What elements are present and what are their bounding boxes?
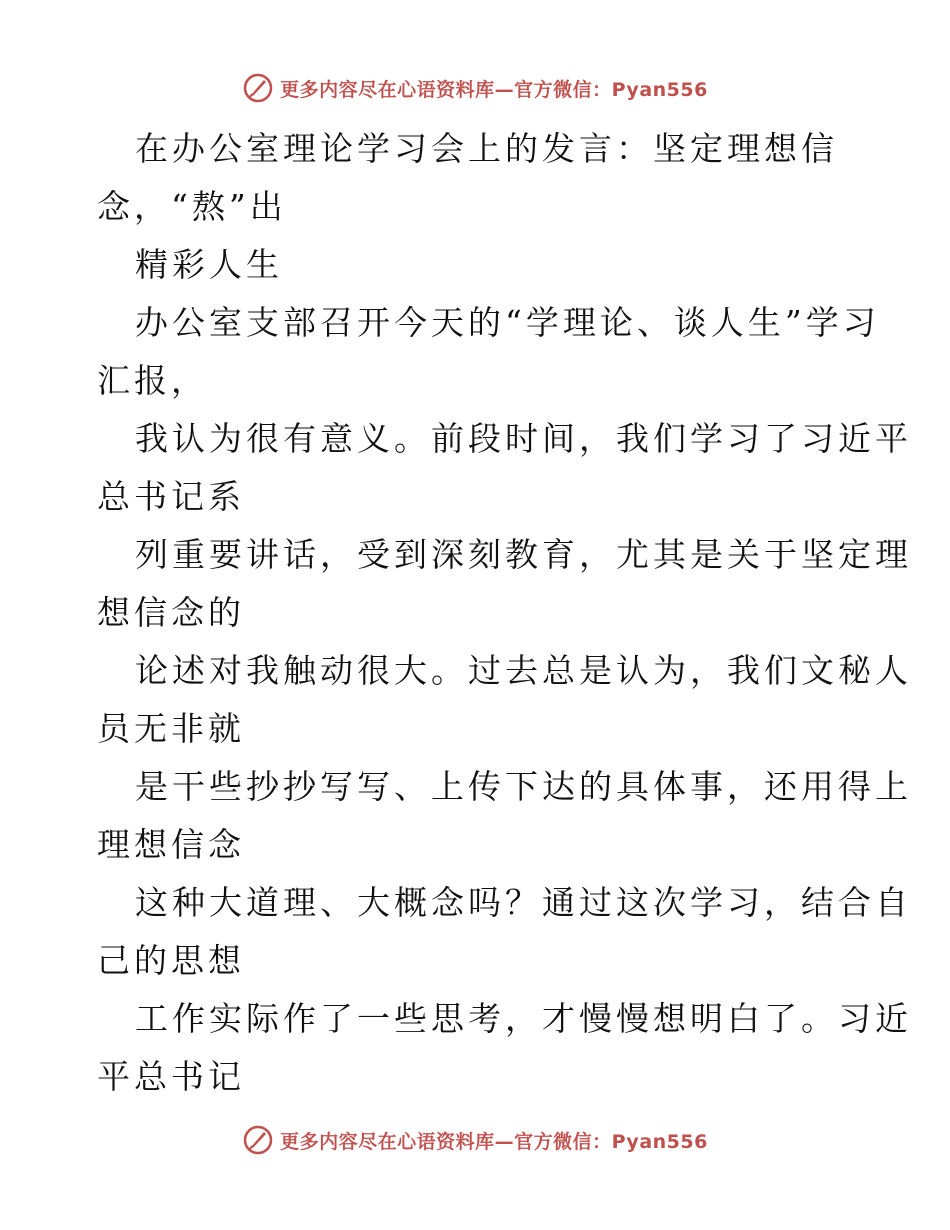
text-line: 员无非就: [97, 709, 245, 748]
header-banner: [0, 68, 950, 108]
text-line: 是干些抄抄写写、上传下达的具体事，还用得上: [135, 767, 912, 806]
feather-pen-icon: [242, 72, 274, 104]
text-line: 精彩人生: [135, 245, 283, 284]
text-line: 列重要讲话，受到深刻教育，尤其是关于坚定理: [135, 535, 912, 574]
text-line: 己的思想: [97, 941, 245, 980]
text-line: 念，“熬”出: [97, 187, 287, 226]
feather-pen-icon: [242, 1124, 274, 1156]
text-line: 在办公室理论学习会上的发言：坚定理想信: [135, 129, 838, 168]
text-line: 平总书记: [97, 1057, 245, 1096]
footer-banner: [0, 1120, 950, 1160]
document-body: [97, 120, 912, 1106]
text-line: 想信念的: [97, 593, 245, 632]
text-line: 这种大道理、大概念吗？通过这次学习，结合自: [135, 883, 912, 922]
header-banner-text: 更多内容尽在心语资料库—官方微信：Pyan556: [280, 78, 708, 101]
text-line: 我认为很有意义。前段时间，我们学习了习近平: [135, 419, 912, 458]
text-line: 理想信念: [97, 825, 245, 864]
text-line: 总书记系: [97, 477, 245, 516]
footer-banner-text: 更多内容尽在心语资料库—官方微信：Pyan556: [280, 1130, 708, 1153]
text-line: 论述对我触动很大。过去总是认为，我们文秘人: [135, 651, 912, 690]
text-line: 汇报，: [97, 361, 208, 400]
text-line: 工作实际作了一些思考，才慢慢想明白了。习近: [135, 999, 912, 1038]
text-line: 办公室支部召开今天的“学理论、谈人生”学习: [135, 303, 880, 342]
